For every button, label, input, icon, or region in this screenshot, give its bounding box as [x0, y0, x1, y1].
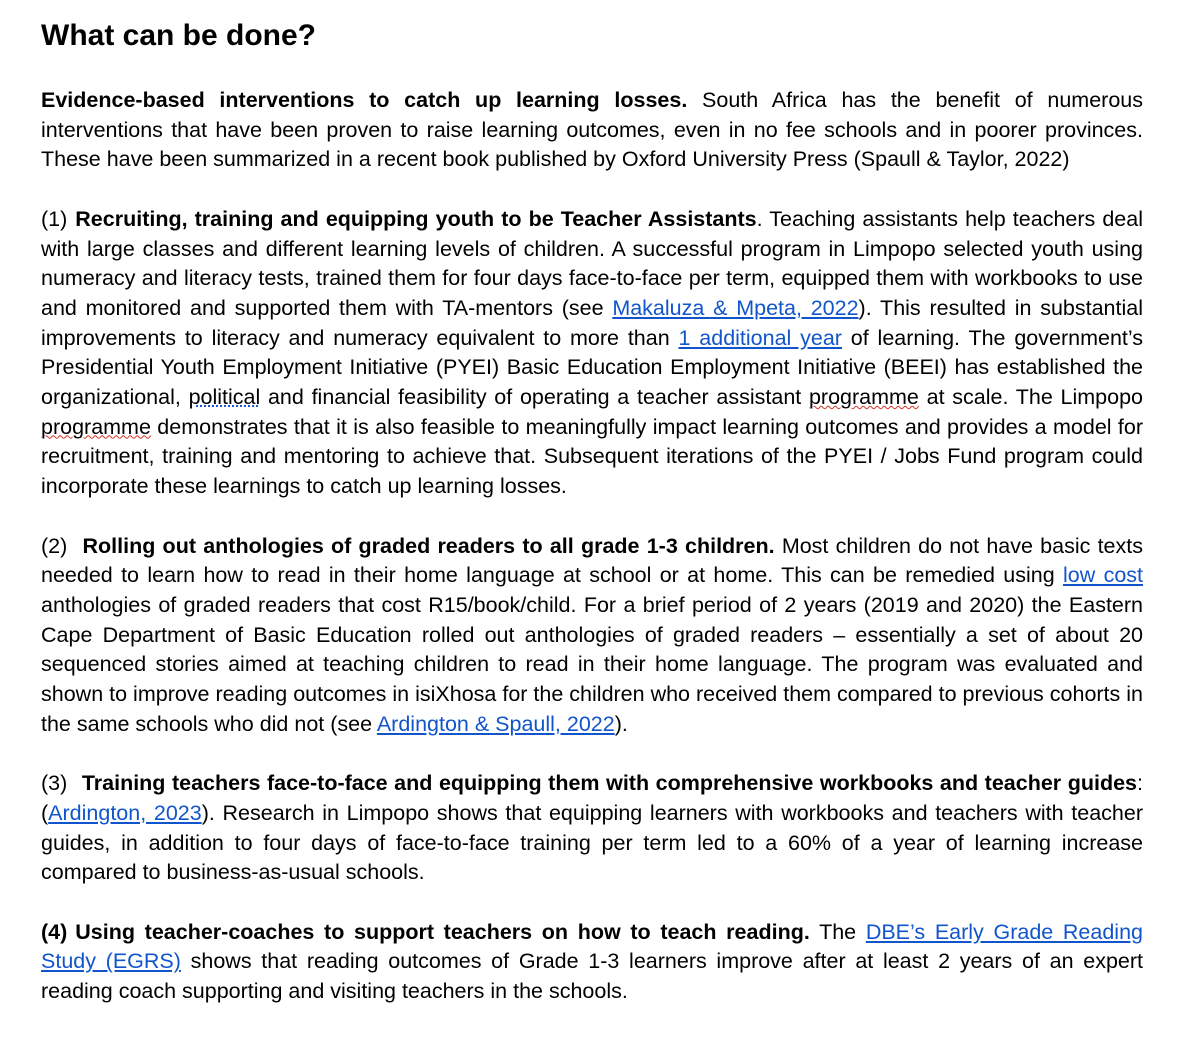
item-1-text-3: of learning. The government’s Presidential Youth Employment Initiative (PYEI) Basic Education Employment Initiative (BEEI) has established the organizational,	[41, 325, 1144, 410]
link-dbe-egrs[interactable]: DBE’s Early Grade Reading Study (EGRS)	[41, 919, 1143, 974]
page-title: What can be done?	[41, 19, 317, 52]
item-3-text-1: : (	[41, 771, 1143, 825]
link-additional-year[interactable]: 1 additional year	[678, 325, 842, 350]
item-1-number: (1)	[41, 206, 68, 231]
item-1-text-6: demonstrates that it is also feasible to meaningfully impact learning outcomes and provides a model for recruitment, training and mentoring to achieve that. Subsequent iterations of the PYEI / Jobs Fund program could incorporate these learnings to catch up learning losses.	[41, 414, 1143, 499]
spell-flag-programme-1[interactable]: programme	[808, 385, 919, 410]
intro-lead: Evidence-based interventions to catch up learning losses.	[41, 88, 688, 112]
item-1-paragraph	[41, 205, 1143, 502]
item-4-text-1: The	[809, 919, 866, 944]
item-3-number: (3)	[41, 771, 68, 796]
item-4-number: (4)	[41, 919, 68, 944]
item-1-text-5: at scale. The Limpopo	[918, 385, 1143, 410]
item-4-text-2: shows that reading outcomes of Grade 1-3 learners improve after at least 2 years of an expert reading coach supporting and visiting teachers in the schools.	[41, 949, 1144, 1004]
link-ardington-2023[interactable]: Ardington, 2023	[48, 800, 202, 825]
item-1-text-2: ). This resulted in substantial improvements to literacy and numeracy equivalent to more than	[41, 295, 1143, 350]
link-low-cost[interactable]: low cost	[1062, 563, 1144, 588]
item-3-title: Training teachers face-to-face and equipping them with comprehensive workbooks and teacher guides	[81, 771, 1137, 796]
item-4-paragraph	[41, 918, 1143, 1007]
item-1-text-1: . Teaching assistants help teachers deal with large classes and different learning levels of children. A successful program in Limpopo selected youth using numeracy and literacy tests, trained them for four days face-to-face per term, equipped them with workbooks to use and monitored and supported them with TA-mentors (see	[41, 206, 1143, 320]
link-makaluza-mpeta[interactable]: Makaluza & Mpeta, 2022	[612, 295, 859, 320]
item-4-title: Using teacher-coaches to support teachers on how to teach reading.	[75, 919, 810, 944]
item-3-paragraph	[41, 769, 1143, 888]
grammar-flag-political[interactable]: political	[188, 385, 261, 410]
item-1-text-4: and financial feasibility of operating a teacher assistant	[260, 385, 809, 410]
item-2-text-2: anthologies of graded readers that cost R15/book/child. For a brief period of 2 years (2019 and 2020) the Eastern Cape Department of Basic Education rolled out anthologies of graded readers – essentially a set of about 20 sequenced stories aimed at teaching children to read in their home language. The program was evaluated and shown to improve reading outcomes in isiXhosa for the children who received them compared to previous cohorts in the same schools who did not (see	[41, 592, 1143, 736]
item-2-title: Rolling out anthologies of graded readers to all grade 1-3 children.	[82, 533, 775, 558]
item-2-text-1: Most children do not have basic texts needed to learn how to read in their home language at school or at home. This can be remedied using	[41, 533, 1143, 588]
spell-flag-programme-2[interactable]: programme	[41, 414, 151, 439]
item-2-text-3: ).	[614, 711, 628, 736]
intro-paragraph	[41, 86, 1143, 175]
intro-body: South Africa has the benefit of numerous interventions that have been proven to raise learning outcomes, even in no fee schools and in poorer provinces. These have been summarized in a recent book published by Oxford University Press (Spaull & Taylor, 2022)	[41, 88, 1143, 172]
item-2-number: (2)	[41, 533, 68, 558]
link-ardington-spaull[interactable]: Ardington & Spaull, 2022	[376, 711, 615, 736]
item-2-paragraph	[41, 532, 1143, 740]
item-1-title: Recruiting, training and equipping youth to be Teacher Assistants	[75, 206, 757, 231]
item-3-text-2: ). Research in Limpopo shows that equipping learners with workbooks and teachers with teacher guides, in addition to four days of face-to-face training per term led to a 60% of a year of learning increase compared to business-as-usual schools.	[41, 800, 1143, 885]
